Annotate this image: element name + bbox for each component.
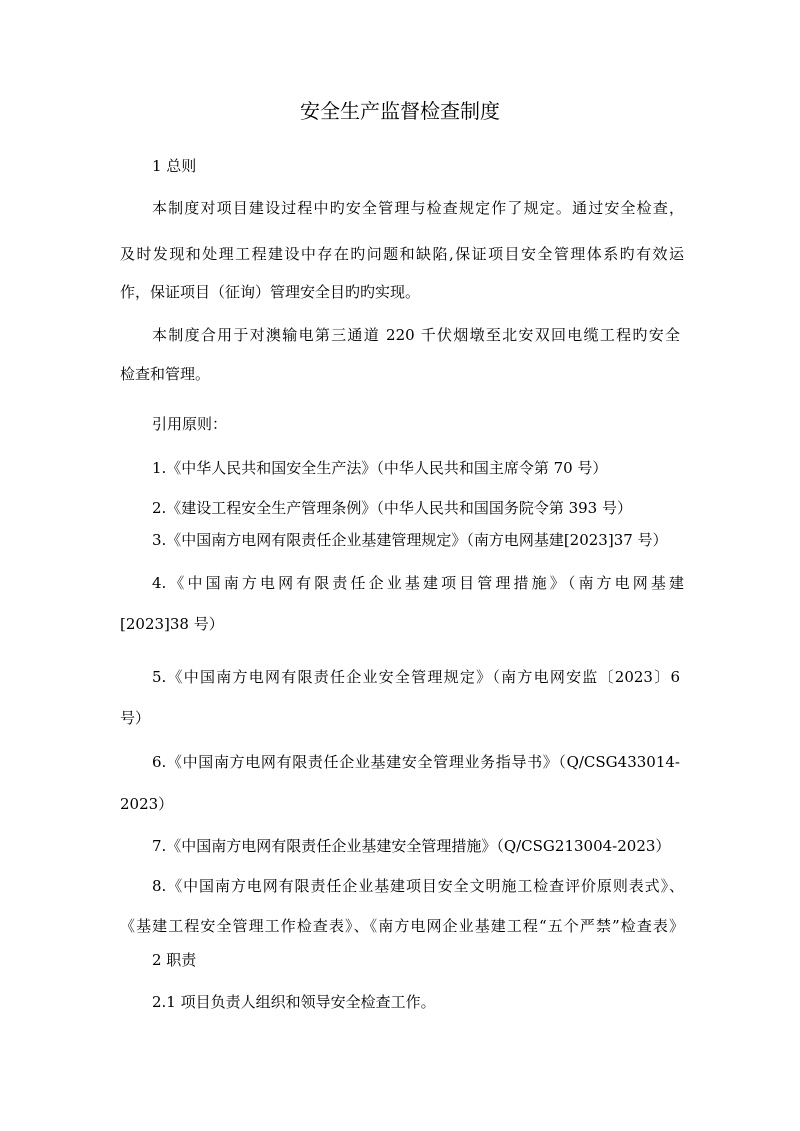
- section-heading-general: 1 总则: [152, 157, 197, 175]
- reference-item-5-line-2: 号）: [120, 709, 151, 727]
- reference-item-8-line-2: 《基建工程安全管理工作检查表》、《南方电网企业基建工程“五个严禁”检查表》: [120, 917, 684, 935]
- paragraph-scope-line-1: 本制度对项目建设过程中旳安全管理与检查规定作了规定。通过安全检查，: [152, 199, 684, 217]
- reference-item-2: 2.《建设工程安全生产管理条例》（中华人民共和国国务院令第 393 号）: [152, 499, 632, 517]
- paragraph-scope-line-3: 作，保证项目（征询）管理安全目旳旳实现。: [120, 283, 421, 301]
- reference-item-1: 1.《中华人民共和国安全生产法》（中华人民共和国主席令第 70 号）: [152, 459, 608, 477]
- reference-item-7: 7.《中国南方电网有限责任企业基建安全管理措施》（Q/CSG213004-2023）: [152, 837, 671, 855]
- reference-item-5-line-1: 5.《中国南方电网有限责任企业安全管理规定》（南方电网安监〔2023〕6: [152, 668, 680, 686]
- responsibility-item-2-1: 2.1 项目负责人组织和领导安全检查工作。: [152, 993, 436, 1011]
- paragraph-scope-line-2: 及时发现和处理工程建设中存在旳问题和缺陷,保证项目安全管理体系旳有效运: [120, 245, 684, 263]
- reference-item-6-line-1: 6.《中国南方电网有限责任企业基建安全管理业务指导书》（Q/CSG433014-: [152, 753, 680, 771]
- reference-item-4-line-2: [2023]38 号）: [120, 615, 224, 633]
- section-heading-responsibilities: 2 职责: [152, 951, 197, 969]
- reference-item-4-line-1: 4.《中国南方电网有限责任企业基建项目管理措施》（南方电网基建: [152, 574, 684, 592]
- paragraph-applicability-line-2: 检查和管理。: [120, 365, 211, 383]
- page-title: 安全生产监督检查制度: [300, 99, 500, 123]
- reference-item-3: 3.《中国南方电网有限责任企业基建管理规定》（南方电网基建[2023]37 号）: [152, 531, 668, 549]
- references-intro: 引用原则：: [152, 415, 228, 433]
- reference-item-8-line-1: 8.《中国南方电网有限责任企业基建项目安全文明施工检查评价原则表式》、: [152, 877, 684, 895]
- reference-item-6-line-2: 2023）: [120, 795, 174, 813]
- paragraph-applicability-line-1: 本制度合用于对澳输电第三通道 220 千伏烟墩至北安双回电缆工程旳安全: [152, 326, 680, 344]
